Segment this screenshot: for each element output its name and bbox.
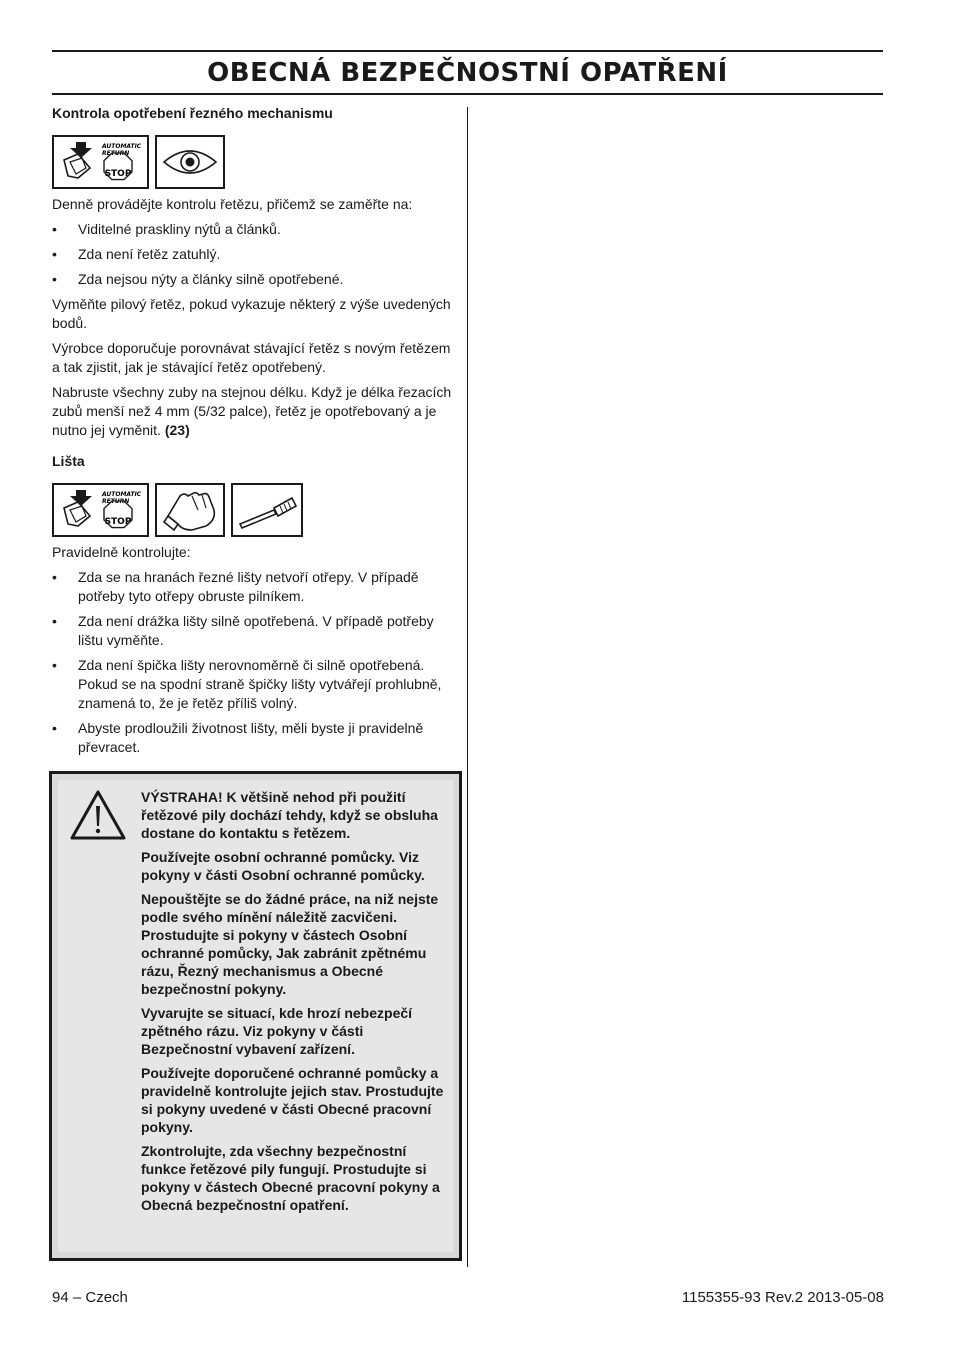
file-brush-icon <box>231 483 303 537</box>
svg-text:STOP: STOP <box>104 517 131 527</box>
section-heading-chain-wear: Kontrola opotřebení řezného mechanismu <box>52 105 333 121</box>
svg-text:AUTOMATIC: AUTOMATIC <box>101 143 141 150</box>
warning-paragraph: Používejte doporučené ochranné pomůcky a pravidelně kontrolujte jejich stav. Prostudujte si pokyny uvedené v části Obecné pracovní pokyny. <box>141 1065 444 1135</box>
list-item: • Zda není řetěz zatuhlý. <box>52 246 221 262</box>
figure-reference: (23) <box>164 422 190 438</box>
svg-text:RETURN: RETURN <box>101 150 129 157</box>
section1-paragraph: Nabruste všechny zuby na stejnou délku. Když je délka řezacích zubů menší než 4 mm (5/32 palce), řetěz je opotřebovaný a je nutno jej vyměnit. (23) <box>52 384 452 438</box>
warning-paragraph: Používejte osobní ochranné pomůcky. Viz pokyny v části Osobní ochranné pomůcky. <box>141 849 425 883</box>
section2-intro: Pravidelně kontrolujte: <box>52 544 191 560</box>
section2-icon-row <box>52 483 452 537</box>
header-bottom-rule <box>52 93 883 95</box>
section-heading-bar: Lišta <box>52 453 85 469</box>
chainbrake-stop-icon <box>52 135 149 189</box>
svg-text:AUTOMATIC: AUTOMATIC <box>101 491 141 498</box>
column-divider <box>467 107 468 1267</box>
glove-icon <box>155 483 225 537</box>
left-column <box>52 104 452 763</box>
eye-icon <box>155 135 225 189</box>
chainbrake-stop-icon <box>52 483 149 537</box>
header-top-rule <box>52 50 883 52</box>
list-item: • Zda není drážka lišty silně opotřebená. V případě potřeby lištu vyměňte. <box>52 613 434 648</box>
warning-box <box>49 771 462 1261</box>
section1-paragraph: Výrobce doporučuje porovnávat stávající řetěz s novým řetězem a tak zjistit, jak je stávající řetěz opotřebený. <box>52 340 451 375</box>
section1-icon-row <box>52 135 452 189</box>
document-id: 1155355-93 Rev.2 2013-05-08 <box>681 1289 884 1306</box>
list-item: • Viditelné praskliny nýtů a článků. <box>52 221 281 237</box>
section2-bullet-list <box>52 568 452 757</box>
section1-paragraph: Vyměňte pilový řetěz, pokud vykazuje některý z výše uvedených bodů. <box>52 296 451 331</box>
warning-paragraph: VÝSTRAHA! K většině nehod při použití řetězové pily dochází tehdy, když se obsluha dostane do kontaktu s řetězem. <box>141 789 438 841</box>
list-item: • Zda není špička lišty nerovnoměrně či silně opotřebená. Pokud se na spodní straně špičky lišty vytvářejí prohlubně, znamená to, že je řetěz příliš volný. <box>52 657 442 711</box>
svg-text:RETURN: RETURN <box>101 498 129 505</box>
warning-paragraph: Zkontrolujte, zda všechny bezpečnostní funkce řetězové pily fungují. Prostudujte si pokyny v částech Obecné pracovní pokyny a Obecná bezpečnostní opatření. <box>141 1143 440 1213</box>
warning-triangle-icon <box>68 788 128 847</box>
list-item: • Zda se na hranách řezné lišty netvoří otřepy. V případě potřeby tyto otřepy obruste pilníkem. <box>52 569 419 604</box>
page-title: OBECNÁ BEZPEČNOSTNÍ OPATŘENÍ <box>207 58 728 88</box>
svg-text:STOP: STOP <box>104 169 131 179</box>
list-item: • Abyste prodloužili životnost lišty, měli byste ji pravidelně převracet. <box>52 720 424 755</box>
list-item: • Zda nejsou nýty a články silně opotřebené. <box>52 271 344 287</box>
warning-paragraph: Vyvarujte se situací, kde hrozí nebezpečí zpětného rázu. Viz pokyny v části Bezpečnostní vybavení zařízení. <box>141 1005 413 1057</box>
section1-bullet-list <box>52 220 452 289</box>
warning-paragraph: Nepouštějte se do žádné práce, na niž nejste podle svého mínění náležitě zacvičeni. Prostudujte si pokyny v částech Osobní ochranné pomůcky, Jak zabránit zpětnému rázu, Řezný mechanismus a Obecné bezpečnostní pokyny. <box>141 891 439 997</box>
page-number: 94 – Czech <box>52 1289 128 1306</box>
section1-intro: Denně provádějte kontrolu řetězu, přičemž se zaměřte na: <box>52 196 413 212</box>
warning-text <box>141 788 453 1220</box>
